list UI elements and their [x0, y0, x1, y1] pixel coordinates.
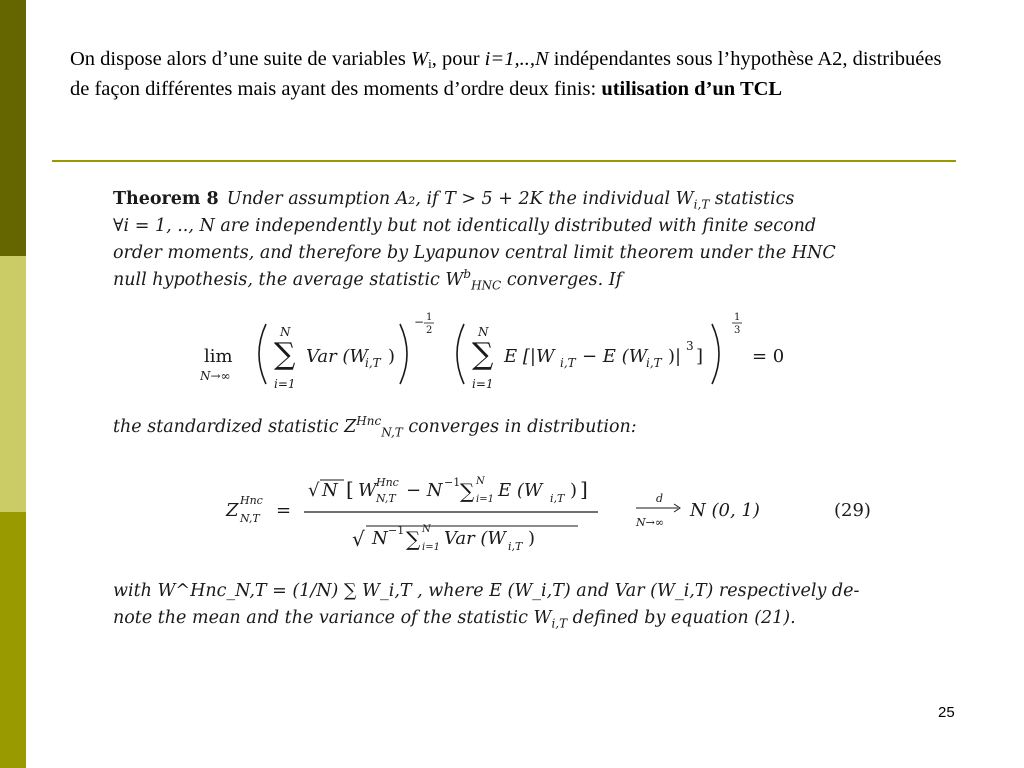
theorem-line-1: Theorem 8 Under assumption A₂, if T > 5 + 2K the individual $W_{i,T}$ statistics: [113, 189, 795, 212]
svg-text:Var (W: Var (W: [444, 528, 506, 549]
intro-text-2: , pour: [431, 48, 485, 70]
svg-text:N: N: [476, 476, 485, 487]
sidebar-block-dark: [0, 0, 26, 256]
svg-text:∑: ∑: [472, 337, 494, 372]
intro-sub-i: i: [428, 56, 432, 71]
svg-text:N,T: N,T: [240, 512, 260, 525]
svg-text:N: N: [372, 528, 388, 549]
svg-text:=: =: [276, 500, 292, 521]
theorem-para3-line-2: note the mean and the variance of the statistic $W_{i,T}$ defined by equation (21).: [113, 608, 796, 631]
svg-text:1: 1: [734, 312, 741, 323]
svg-text:i=1: i=1: [472, 377, 494, 391]
svg-text:[: [: [346, 477, 354, 501]
svg-text:i,T: i,T: [646, 356, 662, 370]
svg-text:i,T: i,T: [508, 540, 523, 553]
svg-text:i,T: i,T: [365, 356, 381, 370]
svg-text:N: N: [422, 524, 431, 535]
svg-text:Hnc: Hnc: [240, 494, 263, 507]
svg-text:− E (W: − E (W: [582, 346, 648, 367]
divider-rule: [52, 160, 956, 162]
svg-text:N→∞: N→∞: [200, 369, 231, 383]
svg-text:): ): [528, 528, 536, 549]
svg-text:)|: )|: [668, 346, 682, 367]
intro-range: i=1,..,N: [484, 48, 549, 70]
svg-text:E [|W: E [|W: [504, 346, 555, 367]
equation-number: (29): [834, 500, 871, 521]
svg-text:√: √: [308, 480, 320, 501]
svg-text:lim: lim: [204, 346, 233, 367]
svg-text:Var (W: Var (W: [306, 346, 368, 367]
svg-text:3: 3: [686, 339, 694, 353]
lyapunov-condition-equation: [200, 312, 800, 396]
intro-text-1: On dispose alors d’une suite de variables: [70, 48, 412, 70]
svg-text:∑: ∑: [406, 527, 421, 551]
sidebar-block-light: [0, 256, 26, 512]
svg-text:Hnc: Hnc: [376, 476, 399, 489]
svg-text:√: √: [352, 527, 365, 551]
svg-text:i,T: i,T: [560, 356, 576, 370]
svg-text:= 0: = 0: [752, 346, 785, 367]
svg-text:N: N: [322, 480, 338, 501]
svg-text:3: 3: [734, 325, 741, 336]
sidebar-decoration: [0, 0, 26, 768]
svg-text:N: N: [280, 325, 291, 339]
svg-text:∑: ∑: [274, 337, 296, 372]
intro-var-w: W: [411, 48, 429, 70]
svg-text:Z: Z: [226, 500, 239, 521]
intro-text-3: indépendantes sous l’hypothèse A2, distribuées de façon différentes mais ayant des moments d’ordre deux finis:: [70, 48, 942, 100]
svg-text:−1: −1: [388, 524, 405, 537]
svg-text:]: ]: [580, 477, 588, 501]
svg-text:−1: −1: [444, 476, 461, 489]
svg-text:i,T: i,T: [550, 492, 565, 505]
svg-text:]: ]: [696, 346, 704, 367]
svg-text:N,T: N,T: [376, 492, 396, 505]
intro-emphasis: utilisation d’un TCL: [601, 78, 783, 100]
theorem-line-3: order moments, and therefore by Lyapunov central limit theorem under the HNC: [113, 243, 836, 263]
svg-text:d: d: [656, 492, 664, 505]
svg-text:): ): [570, 480, 578, 501]
svg-text:∑: ∑: [460, 479, 475, 503]
theorem-block: [113, 186, 881, 294]
theorem-para3-line-1: with W^Hnc_N,T = (1/N) ∑ W_i,T , where E (W_i,T) and Var (W_i,T) respectively de-: [113, 581, 860, 601]
svg-text:2: 2: [426, 325, 433, 336]
svg-text:i=1: i=1: [476, 494, 494, 505]
sidebar-block-mid: [0, 512, 26, 768]
standardized-statistic-equation: [222, 460, 882, 560]
svg-text:1: 1: [426, 312, 433, 323]
svg-text:i=1: i=1: [274, 377, 296, 391]
svg-text:− N: − N: [406, 480, 443, 501]
page-number: 25: [938, 704, 955, 721]
theorem-line-4: null hypothesis, the average statistic $W^b_{HNC}$ converges. If: [113, 267, 623, 293]
svg-text:−: −: [414, 315, 425, 329]
svg-text:W: W: [358, 480, 377, 501]
theorem-paragraph-2: the standardized statistic $Z^{Hnc}_{N,T}$ converges in distribution:: [113, 414, 637, 440]
theorem-heading: Theorem 8: [113, 189, 219, 209]
svg-text:E (W: E (W: [498, 480, 543, 501]
theorem-paragraph-3: [113, 578, 881, 632]
svg-text:i=1: i=1: [422, 542, 440, 553]
svg-text:N: N: [478, 325, 489, 339]
svg-text:): ): [388, 346, 396, 367]
svg-text:N (0, 1): N (0, 1): [690, 500, 760, 521]
theorem-line-2: ∀i = 1, .., N are independently but not identically distributed with finite second: [113, 216, 817, 236]
intro-paragraph: [70, 44, 950, 104]
svg-text:N→∞: N→∞: [636, 516, 665, 529]
